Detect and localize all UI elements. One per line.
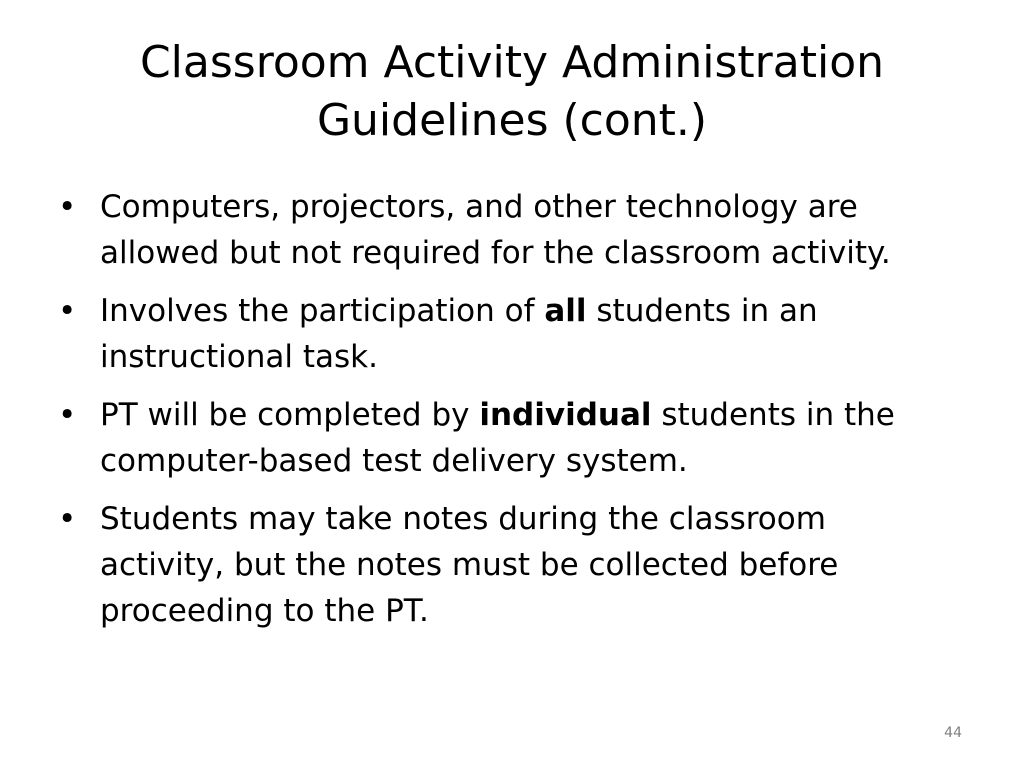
slide-title — [60, 34, 964, 150]
slide-title-line-1: Classroom Activity Administration — [139, 37, 885, 88]
bullet-text-after: students in the computer-based test delivery system. — [100, 397, 895, 479]
bullet-dot-icon: • — [58, 189, 77, 225]
bullet-text-emphasis: all — [544, 293, 587, 329]
bullet-item-individual — [56, 392, 956, 484]
slide-title-line-2: Guidelines (cont.) — [316, 95, 708, 146]
bullet-dot-icon: • — [58, 501, 77, 537]
bullet-item-technology — [56, 184, 956, 276]
bullet-text: Computers, projectors, and other technology are allowed but not required for the classroom activity. — [100, 189, 891, 271]
bullet-text-emphasis: individual — [479, 397, 652, 433]
bullet-text-after: students in an instructional task. — [100, 293, 818, 375]
bullet-text: Students may take notes during the classroom activity, but the notes must be collected before proceeding to the PT. — [100, 501, 839, 629]
bullet-dot-icon: • — [58, 293, 77, 329]
bullet-dot-icon: • — [58, 397, 77, 433]
slide-number: 44 — [944, 725, 962, 741]
bullet-list — [56, 184, 956, 646]
bullet-text-before: Involves the participation of — [100, 293, 545, 329]
bullet-item-participation — [56, 288, 956, 380]
bullet-item-notes — [56, 496, 956, 634]
bullet-text-before: PT will be completed by — [100, 397, 480, 433]
